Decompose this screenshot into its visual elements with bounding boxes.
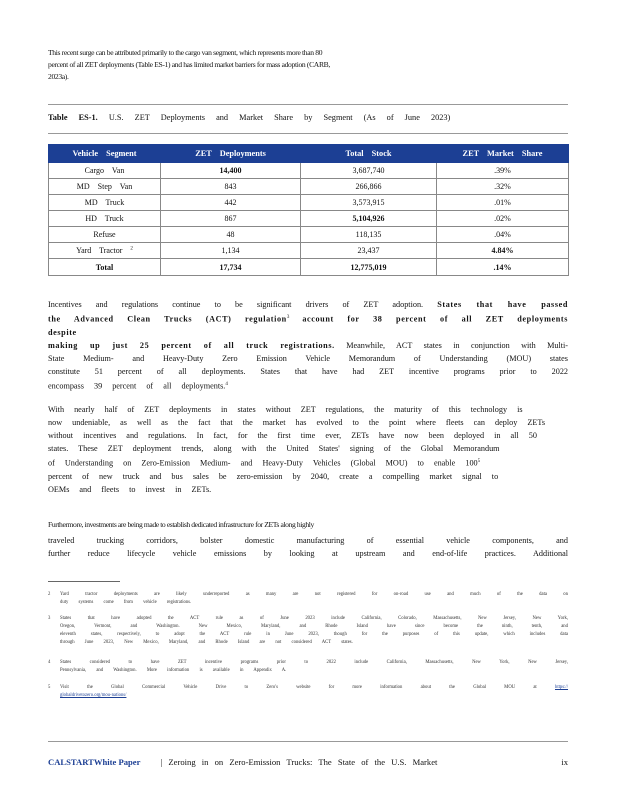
header-vehicle-segment: Vehicle Segment	[49, 145, 161, 163]
table-row	[49, 243, 569, 259]
table-row	[49, 179, 569, 195]
para-bold-text: the Advanced Clean Trucks (ACT) regulation	[48, 314, 287, 324]
share-cell: .32%	[437, 179, 569, 195]
para-line	[48, 455, 568, 470]
footnote-line: States considered to have ZET incentive programs prior to 2022 include California, Massachusetts, New York, New Jersey,	[60, 660, 568, 665]
total-label: Total	[49, 259, 161, 276]
footnote-ref-3: 3	[286, 315, 290, 321]
table-caption-text: U.S. ZET Deployments and Market Share by Segment (As of June 2023)	[108, 113, 451, 122]
zet-cell: 14,400	[161, 163, 301, 179]
para-line: State Medium- and Heavy-Duty Zero Emission Vehicle Memorandum of Understanding (MOU) states	[48, 354, 568, 364]
total-stock: 12,775,019	[301, 259, 437, 276]
para-line: OEMs and fleets to invest in ZETs.	[48, 485, 212, 495]
para-line	[48, 298, 568, 311]
mou-link-part2[interactable]: globaldrivetozero.org/mou-nations/	[60, 693, 127, 698]
total-share: .14%	[437, 259, 569, 276]
footnote-line	[60, 692, 568, 700]
footnote-5	[48, 684, 568, 700]
investments-paragraph	[48, 534, 568, 560]
footnote-line: through June 2023, New Mexico, Maryland, and Rhode Island are not considered ACT states.	[60, 640, 353, 645]
para-text: of Understanding on Zero-Emission Medium- and Heavy-Duty Vehicles (Global MOU) to enable 100	[48, 459, 478, 469]
segment-label: Yard Tractor	[76, 246, 123, 255]
footnote-line: Yard tractor deployments are likely underreported as many are not registered for on-road use and much of the data on	[60, 592, 568, 597]
zet-deployment-table	[48, 144, 569, 276]
header-zet-market-share: ZET Market Share	[437, 145, 569, 163]
para-line	[48, 311, 568, 339]
stock-cell: 3,687,740	[301, 163, 437, 179]
stock-cell: 5,104,926	[301, 211, 437, 227]
table-row	[49, 211, 569, 227]
share-cell: .39%	[437, 163, 569, 179]
para-line	[48, 339, 568, 352]
footer-title: | Zeroing in on Zero-Emission Trucks: The State of the U.S. Market	[160, 757, 438, 767]
segment-cell: Refuse	[49, 227, 161, 243]
para-bold-text: account for 38 percent of all ZET deployments despite	[48, 314, 569, 337]
table-header-row	[49, 145, 569, 163]
footnote-text: Visit the Global Commercial Vehicle Drive to Zero's website for more information about the Global MOU at	[60, 685, 537, 690]
mou-link-part1[interactable]: https://	[554, 685, 569, 690]
segment-cell: MD Step Van	[49, 179, 161, 195]
footnote-2	[48, 591, 568, 607]
stock-cell: 3,573,915	[301, 195, 437, 211]
footer-brand: CALSTART	[48, 757, 94, 767]
para-text: States that have had ZET incentive programs prior to 2022	[260, 367, 569, 377]
table-total-row	[49, 259, 569, 276]
intro-line: This recent surge can be attributed primarily to the cargo van segment, which represents more than 80	[48, 48, 323, 57]
caption-bottom-divider	[48, 133, 568, 134]
footnote-line: eleventh states, respectively, to adopt the ACT rule in June 2023, though for the purposes of this update, which includes data	[60, 632, 568, 637]
para-text: Incentives and regulations continue to be significant drivers of ZET adoption.	[48, 300, 424, 309]
segment-cell	[49, 243, 161, 259]
table-row	[49, 163, 569, 179]
footnote-line: duty systems come from vehicle registrations.	[60, 600, 192, 605]
table-row	[49, 195, 569, 211]
footnote-ref-4: 4	[225, 382, 228, 388]
page-footer	[48, 757, 568, 767]
segment-cell: MD Truck	[49, 195, 161, 211]
table-caption-label: Table ES-1.	[48, 113, 98, 122]
share-cell: .01%	[437, 195, 569, 211]
stock-cell: 266,866	[301, 179, 437, 195]
para-text: constitute 51 percent of all deployments.	[48, 367, 246, 377]
footer-divider	[48, 741, 568, 742]
table-caption	[48, 113, 518, 122]
footnote-line: Oregon, Vermont, and Washington. New Mexico, Maryland, and Rhode Island have since become the ninth, tenth, and	[60, 624, 568, 629]
para-line: now undeniable, as well as the fact that the market has evolved to the point where fleets can deploy ZETs	[48, 418, 546, 428]
zet-cell: 843	[161, 179, 301, 195]
para-line	[48, 365, 568, 378]
para-line: percent of new truck and bus sales be zero-emission by 2040, create a compelling market signal to	[48, 472, 499, 482]
intro-line: 2023a).	[48, 72, 69, 82]
para3-first-line: Furthermore, investments are being made to establish dedicated infrastructure for ZETs along highly	[48, 520, 314, 529]
intro-line: percent of all ZET deployments (Table ES-1) and has limited market barriers for mass adoption (CARB,	[48, 60, 330, 70]
footnote-line: States that have adopted the ACT rule as of June 2023 include California, Colorado, Massachusetts, New Jersey, New York,	[60, 616, 568, 621]
footnote-number: 4	[48, 660, 51, 665]
footnote-line: Pennsylvania, and Washington. More information is available in Appendix A.	[60, 668, 287, 673]
footnote-number: 3	[48, 616, 51, 621]
total-zet: 17,734	[161, 259, 301, 276]
footnote-3	[48, 615, 568, 647]
zet-cell: 48	[161, 227, 301, 243]
para-line: With nearly half of ZET deployments in states without ZET regulations, the maturity of this technology is	[48, 405, 523, 414]
incentives-paragraph	[48, 298, 568, 393]
share-cell: .02%	[437, 211, 569, 227]
para-line: further reduce lifecycle vehicle emissions by looking at upstream and end-of-life practices. Additional	[48, 549, 568, 559]
para-text: Meanwhile, ACT states in conjunction with Multi-	[346, 341, 568, 351]
para-line: states. These ZET deployment trends, along with the United States' signing of the Global Memorandum	[48, 444, 500, 454]
para-line: without incentives and regulations. In fact, for the first time ever, ZETs have now been deployed in all 50	[48, 431, 537, 441]
share-cell: 4.84%	[437, 243, 569, 259]
stock-cell: 23,437	[301, 243, 437, 259]
para-bold-text: making up just 25 percent of all truck registrations.	[48, 341, 335, 351]
zet-cell: 867	[161, 211, 301, 227]
footnote-4	[48, 659, 568, 675]
para-line	[48, 378, 568, 393]
segment-cell: Cargo Van	[49, 163, 161, 179]
header-total-stock: Total Stock	[301, 145, 437, 163]
footnote-ref-5: 5	[477, 459, 481, 465]
footnote-number: 5	[48, 685, 51, 690]
footnote-ref-2: 2	[130, 246, 133, 252]
footnote-divider	[48, 581, 120, 582]
intro-paragraph	[48, 47, 348, 84]
zet-cell: 1,134	[161, 243, 301, 259]
para-line: traveled trucking corridors, bolster domestic manufacturing of essential vehicle components, and	[48, 536, 568, 545]
footnote-number: 2	[48, 592, 51, 597]
stock-cell: 118,135	[301, 227, 437, 243]
page-number: ix	[561, 757, 568, 767]
maturity-paragraph	[48, 403, 568, 496]
table-row	[49, 227, 569, 243]
share-cell: .04%	[437, 227, 569, 243]
para-text: encompass 39 percent of all deployments.	[48, 382, 226, 392]
header-zet-deployments: ZET Deployments	[161, 145, 301, 163]
zet-cell: 442	[161, 195, 301, 211]
segment-cell: HD Truck	[49, 211, 161, 227]
caption-top-divider	[48, 104, 568, 105]
footnote-line	[60, 684, 568, 692]
para-bold-text: States that have passed	[437, 300, 569, 309]
footer-doc-type: White Paper	[93, 757, 141, 767]
